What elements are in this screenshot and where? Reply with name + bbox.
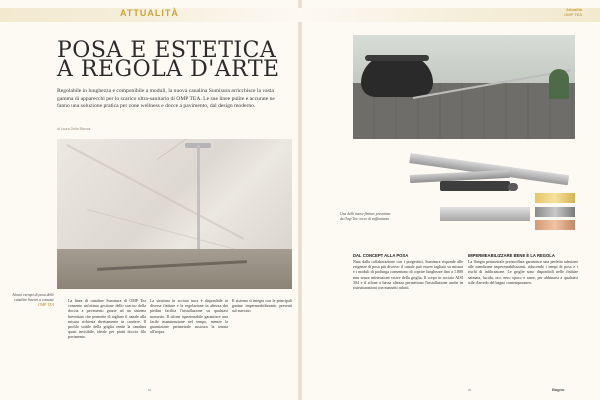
section-title-left: ATTUALITÀ xyxy=(120,8,179,18)
plant xyxy=(549,69,569,99)
body-column-1: La linea di canaline Sumisura di OMP Tea consente un'ottima gestione dello scarico della doccia a pavimento grazie ad un sistema brevettato che permette di tagliare il canale alla misura richiesta direttamente in cantiere. Il profilo sottile della griglia rende la canalina quasi invisibile, ideale per piatti doccia filo pavimento. xyxy=(68,298,146,340)
shower-photo xyxy=(57,139,292,289)
finish-swatch-copper xyxy=(535,220,575,230)
body-column-2: La struttura in acciaio inox è disponibile in diverse finiture e la regolazione in altezza dei piedini facilita l'installazione su qualsiasi massetto. Il sifone ispezionabile garantisce una facile manutenzione nel tempo, mentre la guarnizione perimetrale assicura la tenuta all'acqua. xyxy=(150,298,228,335)
bathtub-rim xyxy=(365,55,429,61)
bathtub xyxy=(361,55,433,97)
footer-brand: Bagno xyxy=(552,387,565,392)
article-headline xyxy=(57,38,287,82)
article-lead: Regolabile in lunghezza e componibile a moduli, la nuova canalina Sumisura arricchisce la vasta gamma di apparecchi per lo scarico ultra-sanitario di OMP TEA. Le sue linee pulite e accurate ne fanno una soluzione pratica per zone wellness e docce a pavimento, dal design moderno. xyxy=(57,88,275,109)
article-byline: di Laura Della Bianca xyxy=(57,127,91,131)
section-body: La flangia perimetrale preincollata garantisce una perfetta adesione alle membrane impermeabilizzanti, riducendo i tempi di posa e i rischi di infiltrazione. Le griglie sono disponibili nelle finiture satinata, lucida, oro, nero opaco e rame, per abbinarsi a qualsiasi stile d'arredo del bagno contemporaneo. xyxy=(468,259,578,285)
finish-swatch-gold xyxy=(535,193,575,203)
page-number-left: 94 xyxy=(148,388,152,392)
page-gutter xyxy=(298,0,302,400)
right-photo-caption: Una delle nuove finiture presentate da Omp Tea: tocco di raffinatezza xyxy=(340,212,391,221)
section-bar-right xyxy=(300,8,600,22)
section-heading: IMPERMEABILIZZARE BENE È LA REGOLA xyxy=(468,253,555,258)
headline-line-2: A REGOLA D'ARTE xyxy=(57,57,280,82)
headline-line-1: POSA E ESTETICA xyxy=(57,38,277,63)
caption-brand: OMP TEA xyxy=(38,302,54,307)
shower-column xyxy=(197,145,200,255)
shower-floor xyxy=(57,249,292,289)
bathtub-photo xyxy=(353,35,575,139)
drain-product-image xyxy=(400,147,575,242)
right-column-1 xyxy=(353,253,463,290)
marble-vein xyxy=(157,139,289,160)
body-column-3: Il sistema si integra con le principali guaine impermeabilizzanti presenti sul mercato. xyxy=(232,298,292,314)
section-title-right xyxy=(564,7,582,17)
finish-swatch-steel xyxy=(535,207,575,217)
section-label: Attualità xyxy=(566,7,582,12)
grate-profile xyxy=(440,207,530,221)
page-number-right: 95 xyxy=(468,388,472,392)
drain-siphon xyxy=(440,181,510,191)
left-photo-caption xyxy=(6,293,54,307)
section-heading: DAL CONCEPT ALLA POSA xyxy=(353,253,409,258)
section-sublabel: OMP TEA xyxy=(564,12,582,17)
caption-text: Alcuni esempi di posa delle canaline lineari a cassone xyxy=(12,293,54,302)
drain-outlet xyxy=(508,183,518,191)
right-column-2 xyxy=(468,253,578,285)
section-body: Nata dalla collaborazione con i progettisti, Sumisura risponde alle esigenze di posa più diverse: il canale può essere tagliato su misura e i moduli di prolunga consentono di coprire lunghezze fino a 1.800 mm senza interruzioni visive della griglia. Il corpo in acciaio AISI 304 e il sifone a bassa altezza permettono l'installazione anche in ristrutturazioni con massetti ridotti. xyxy=(353,259,463,291)
